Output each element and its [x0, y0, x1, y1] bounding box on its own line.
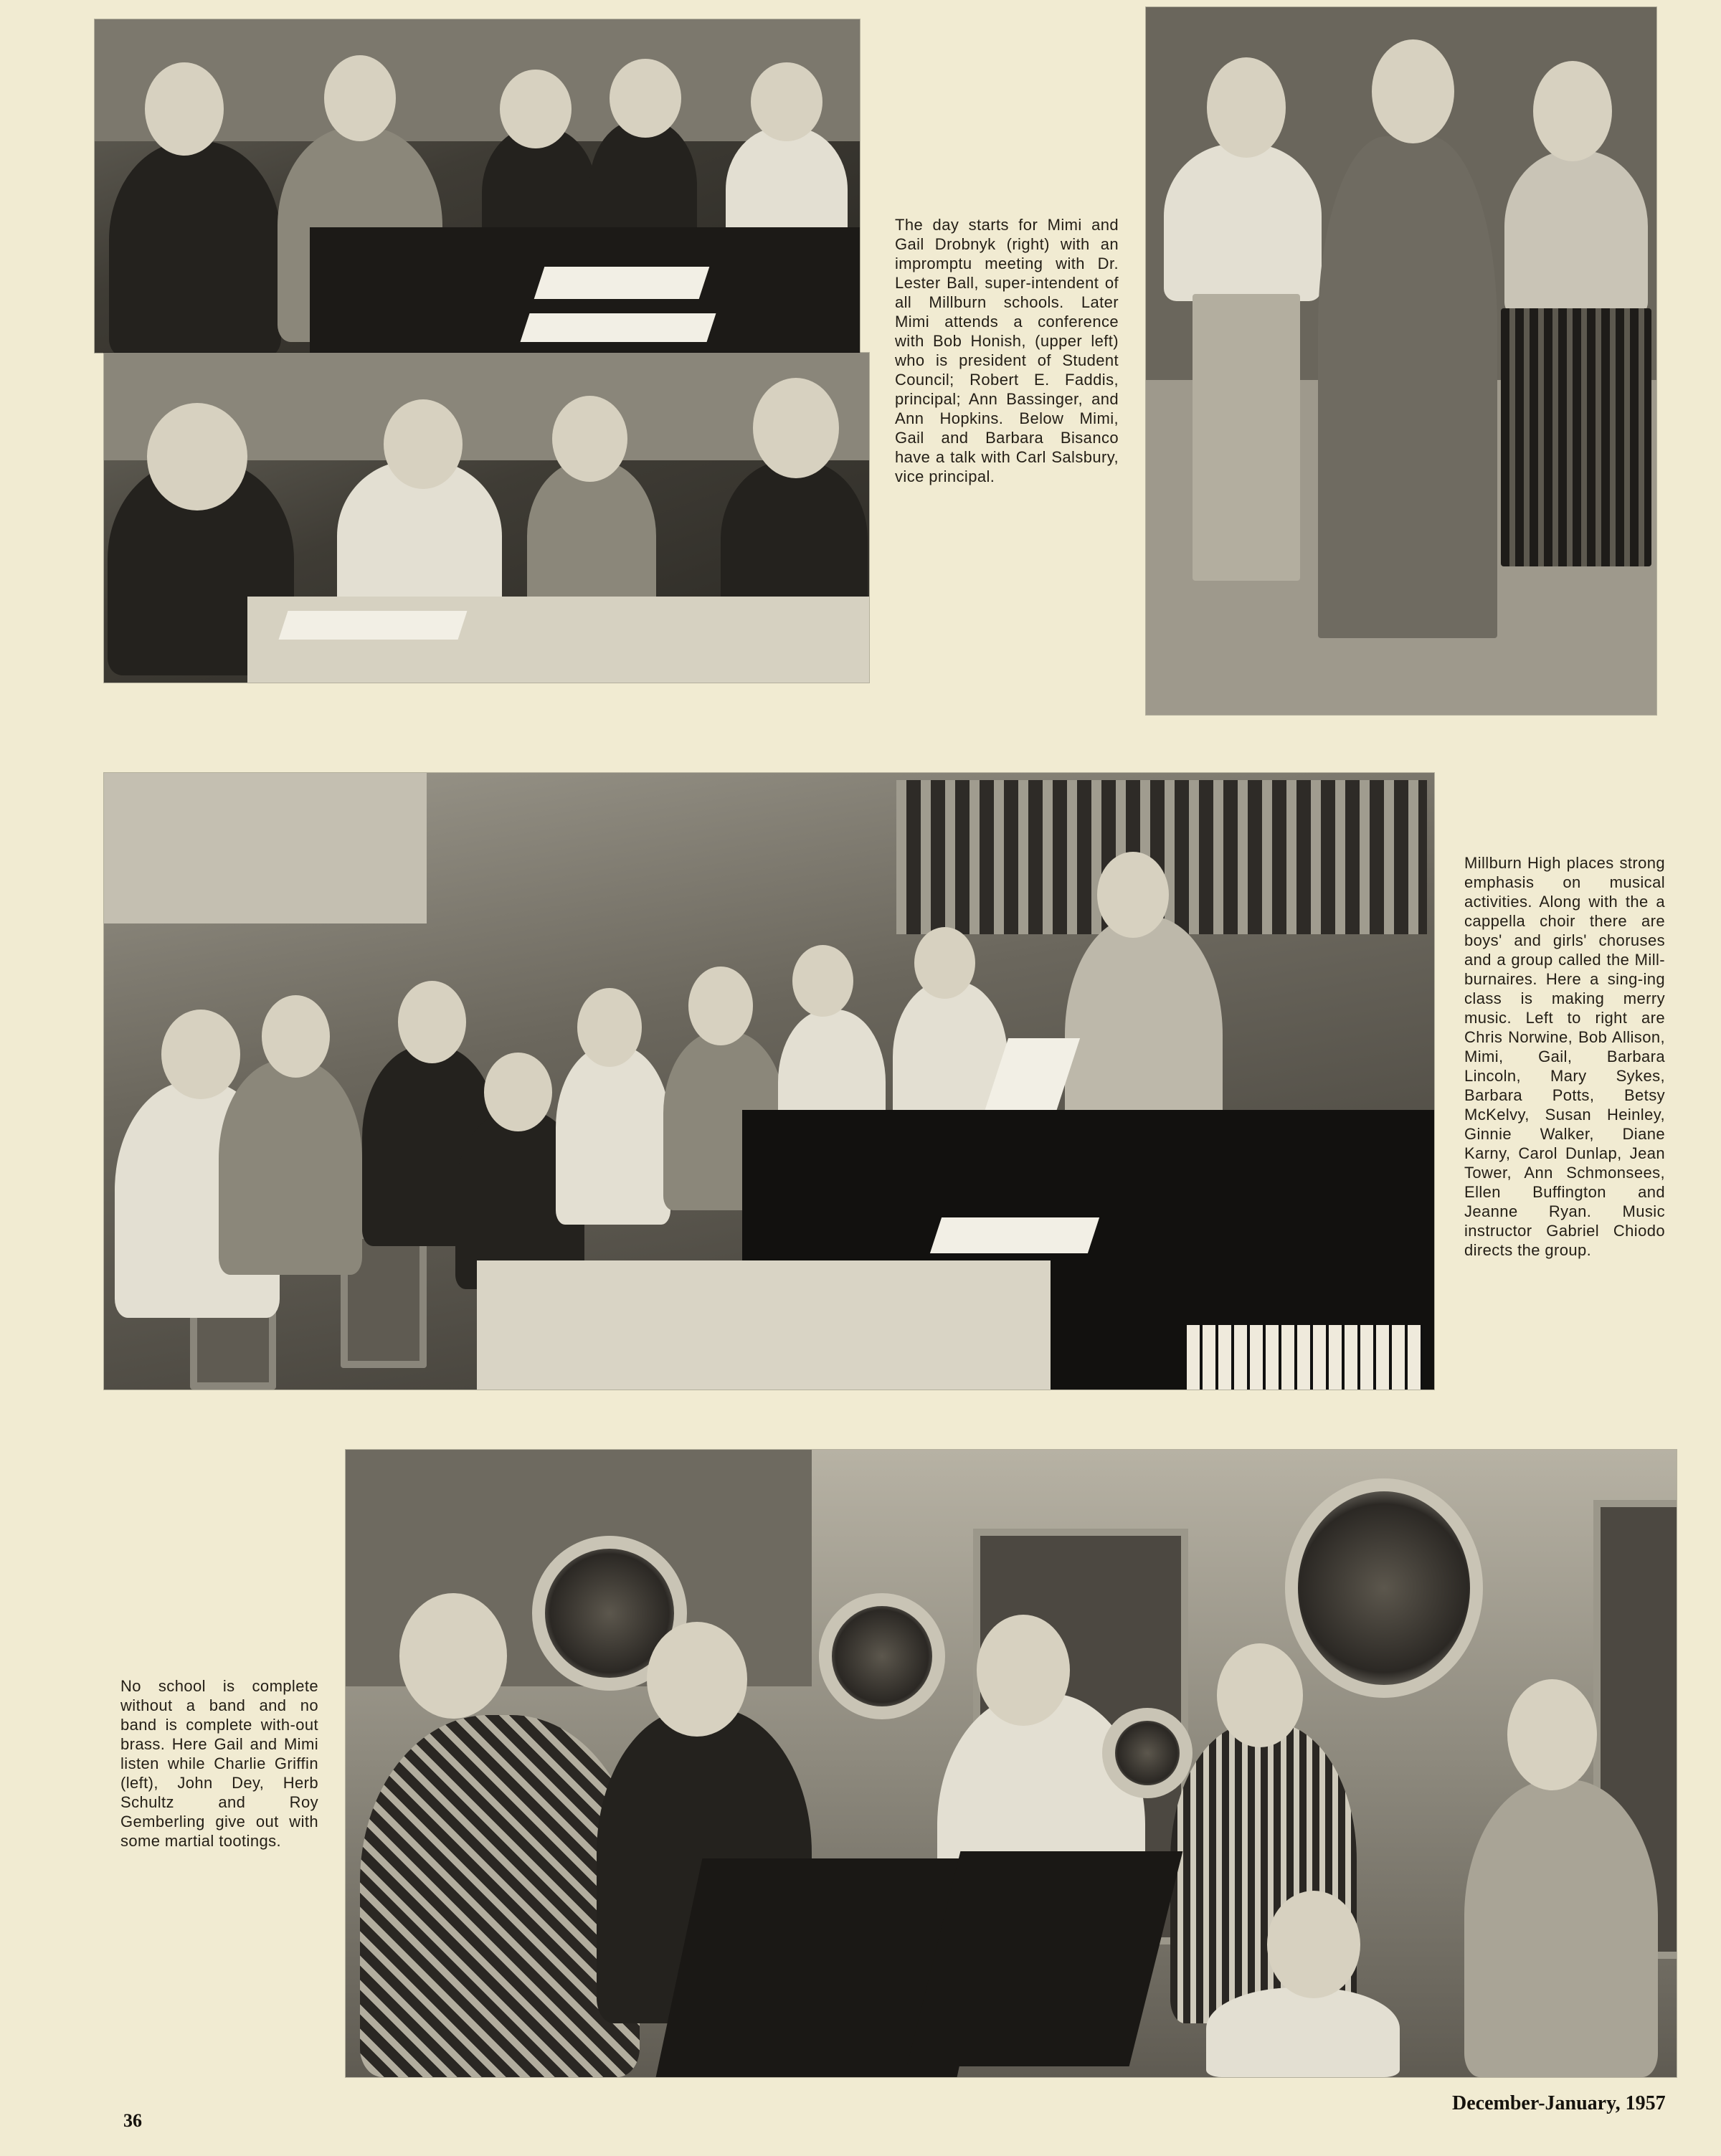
photo-standing-portrait	[1146, 7, 1656, 715]
caption-meeting: The day starts for Mimi and Gail Drobnyk (right) with an impromptu meeting with Dr. Lester Ball, super-intendent of all Millburn schools. Later Mimi attends a conference with Bob Honish, (upper left) who is president of Student Council; Robert E. Faddis, principal; Ann Bassinger, and Ann Hopkins. Below Mimi, Gail and Barbara Bisanco have a talk with Carl Salsbury, vice principal.	[895, 216, 1119, 485]
caption-band: No school is complete without a band and no band is complete with-out brass. Here Gail and Mimi listen while Charlie Griffin (left), John Dey, Herb Schultz and Roy Gemberling give out with some martial tootings.	[120, 1677, 318, 1850]
page-number: 36	[123, 2110, 142, 2131]
photo-singing-class	[104, 773, 1434, 1390]
caption-music: Millburn High places strong emphasis on musical activities. Along with the a cappella choir there are boys' and girls' choruses and a group called the Mill-burnaires. Here a sing-ing class is making merry music. Left to right are Chris Norwine, Bob Allison, Mimi, Gail, Barbara Lincoln, Mary Sykes, Barbara Potts, Betsy McKelvy, Susan Heinley, Ginnie Walker, Diane Karny, Carol Dunlap, Jean Tower, Ann Schmonsees, Ellen Buffington and Jeanne Ryan. Music instructor Gabriel Chiodo directs the group.	[1464, 854, 1665, 1259]
photo-conference-vice-principal	[104, 353, 869, 683]
photo-meeting-superintendent	[95, 19, 860, 353]
issue-date: December-January, 1957	[1452, 2092, 1666, 2114]
photo-brass-band	[346, 1450, 1677, 2077]
